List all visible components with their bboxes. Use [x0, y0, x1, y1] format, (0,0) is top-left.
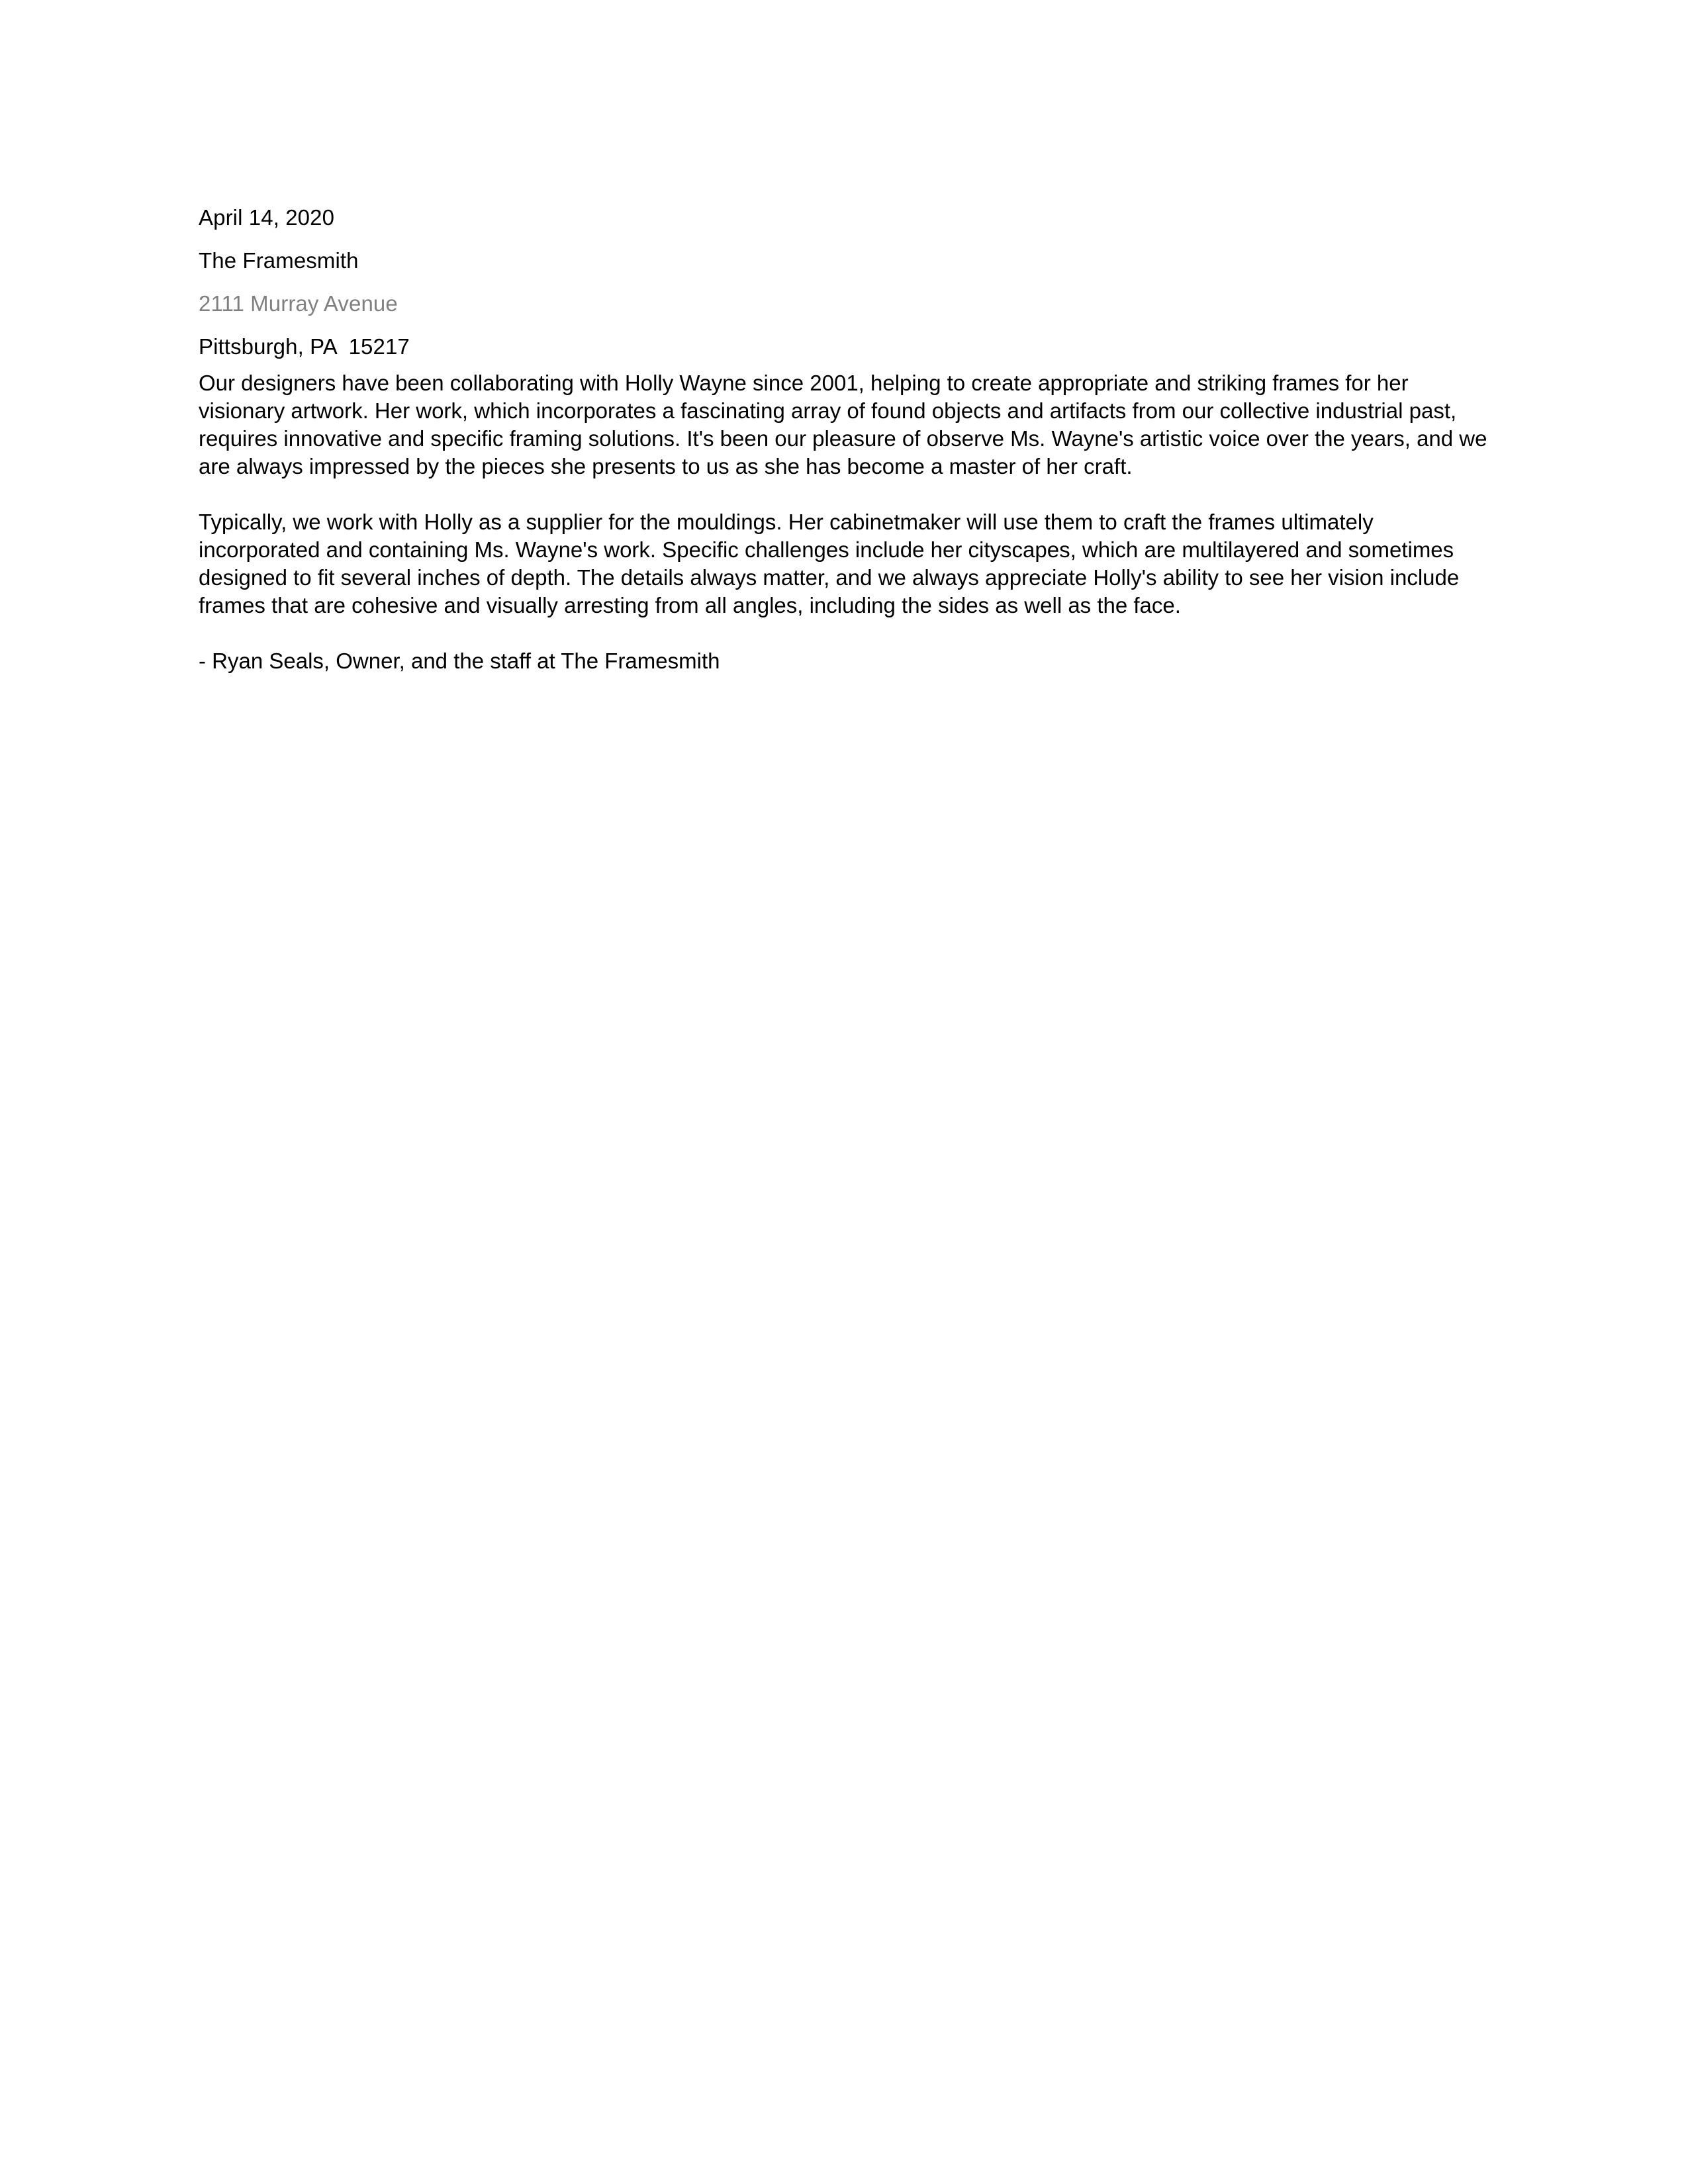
paragraph-spacer-1 — [199, 480, 1496, 508]
signature-line: - Ryan Seals, Owner, and the staff at The Framesmith — [199, 649, 720, 673]
paragraph-spacer-2 — [199, 619, 1496, 647]
body-paragraph-1: Our designers have been collaborating with Holly Wayne since 2001, helping to create appropriate and striking frames for her visionary artwork. Her work, which incorporates a fascinating array of found objects and artifacts from our collective industrial past, requires innovative and specific framing solutions. It's been our pleasure of observe Ms. Wayne's artistic voice over the years, and we are always impressed by the pieces she presents to us as she has become a master of her craft. — [199, 371, 1487, 478]
letterhead — [199, 196, 1496, 368]
letterhead-date: April 14, 2020 — [199, 205, 335, 230]
body-paragraph-2: Typically, we work with Holly as a supplier for the mouldings. Her cabinetmaker will use them to craft the frames ultimately incorporated and containing Ms. Wayne's work. Specific challenges include her cityscapes, which are multilayered and sometimes designed to fit several inches of depth. The details always matter, and we always appreciate Holly's ability to see her vision include frames that are cohesive and visually arresting from all angles, including the sides as well as the face. — [199, 510, 1460, 617]
letterhead-city-state-zip: Pittsburgh, PA 15217 — [199, 334, 410, 359]
letterhead-street-address: 2111 Murray Avenue — [199, 291, 398, 316]
document-text-block — [199, 196, 1496, 675]
letterhead-company-name: The Framesmith — [199, 248, 359, 273]
